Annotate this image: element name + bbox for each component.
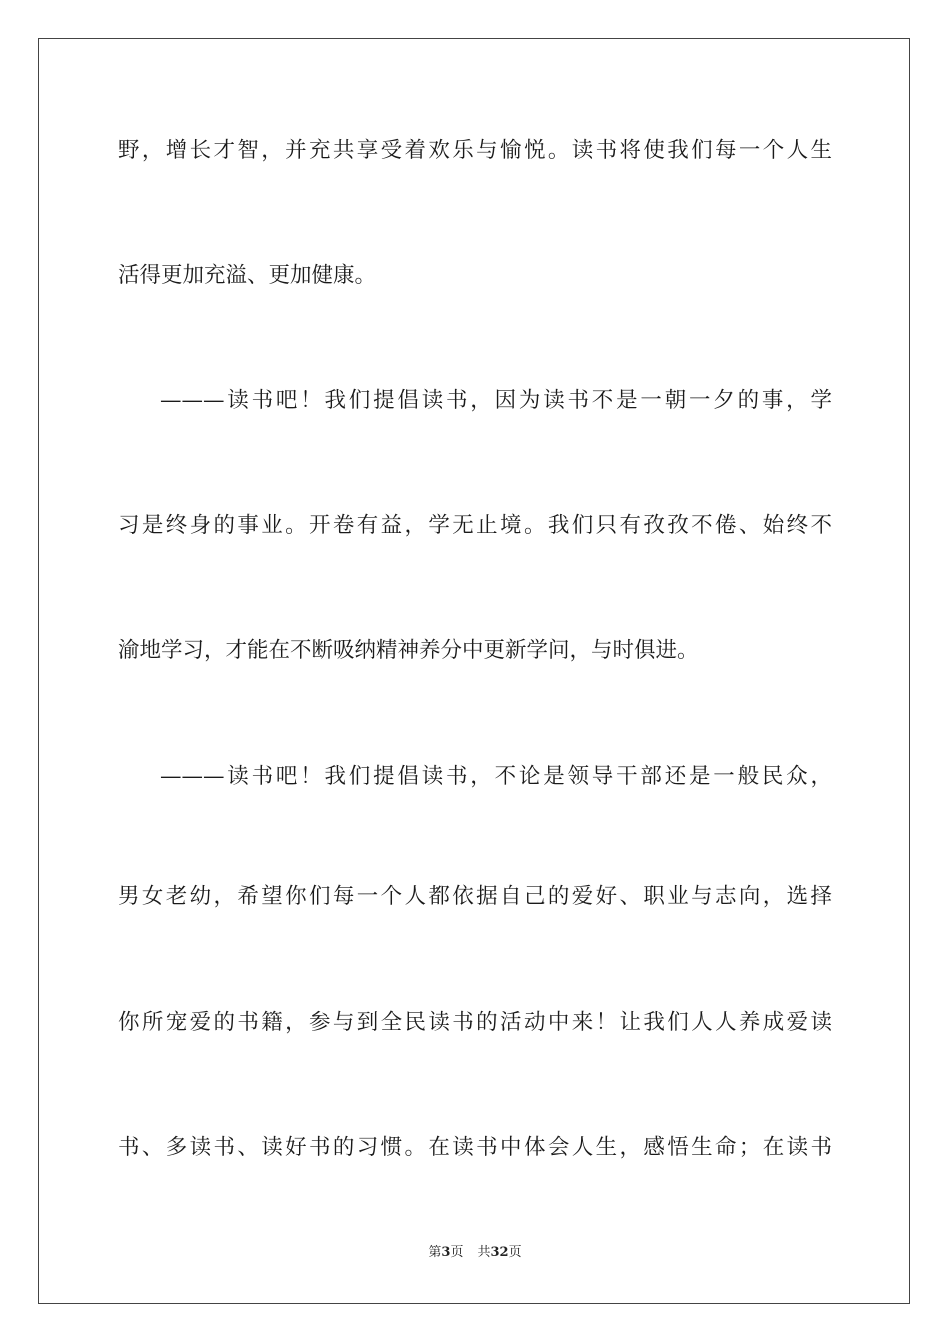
body-text-line-6: ———读书吧！我们提倡读书，不论是领导干部还是一般民众， (160, 764, 832, 789)
page-border (38, 38, 910, 1304)
body-text-line-9: 书、多读书、读好书的习惯。在读书中体会人生，感悟生命；在读书 (118, 1135, 832, 1160)
total-suffix: 页 (508, 1245, 522, 1260)
page-suffix: 页 (450, 1245, 464, 1260)
body-text-line-8: 你所宠爱的书籍，参与到全民读书的活动中来！让我们人人养成爱读 (118, 1010, 832, 1035)
body-text-line-3: ———读书吧！我们提倡读书，因为读书不是一朝一夕的事，学 (160, 388, 832, 413)
body-text-line-2: 活得更加充溢、更加健康。 (118, 263, 377, 288)
page-prefix: 第 (428, 1245, 442, 1260)
body-text-line-7: 男女老幼，希望你们每一个人都依据自己的爱好、职业与志向，选择 (118, 884, 832, 909)
body-text-line-5: 渝地学习，才能在不断吸纳精神养分中更新学问，与时俱进。 (118, 638, 699, 663)
body-text-line-4: 习是终身的事业。开卷有益，学无止境。我们只有孜孜不倦、始终不 (118, 513, 832, 538)
page-number: 3 (441, 1245, 451, 1260)
total-prefix: 共 (477, 1245, 491, 1260)
page-footer (0, 1244, 950, 1262)
body-text-line-1: 野，增长才智，并充共享受着欢乐与愉悦。读书将使我们每一个人生 (118, 138, 832, 163)
total-pages: 32 (490, 1245, 509, 1260)
